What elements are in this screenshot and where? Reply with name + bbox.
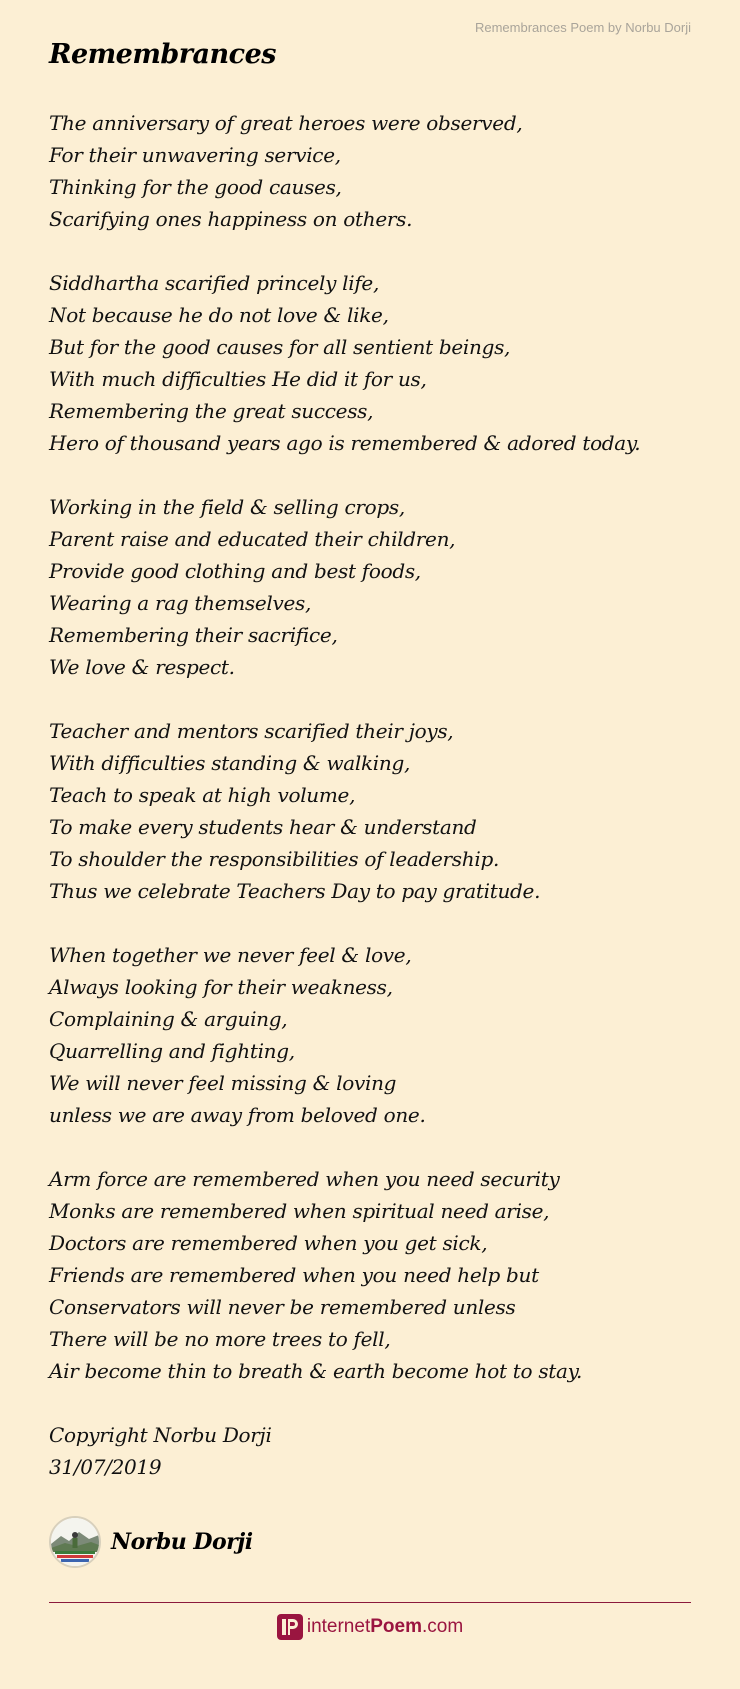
poem-line: Remembering their sacrifice,: [49, 623, 338, 647]
poem-stanza: [49, 1419, 699, 1483]
footer-brand-bold: Poem: [370, 1616, 422, 1637]
poem-stanza: [49, 267, 699, 459]
poem-line: Always looking for their weakness,: [49, 975, 393, 999]
footer-divider: [49, 1602, 691, 1603]
poem-line: Scarifying ones happiness on others.: [49, 207, 413, 231]
poem-title: Remembrances: [49, 39, 276, 70]
poem-line: Friends are remembered when you need help but: [49, 1263, 539, 1287]
poem-credit-header: Remembrances Poem by Norbu Dorji: [474, 20, 691, 35]
poem-line: With much difficulties He did it for us,: [49, 367, 427, 391]
poem-line: We will never feel missing & loving: [49, 1071, 397, 1095]
poem-line: Not because he do not love & like,: [49, 303, 389, 327]
poem-line: Doctors are remembered when you get sick,: [49, 1231, 488, 1255]
site-footer-link[interactable]: [0, 1614, 740, 1640]
poem-stanza: [49, 715, 699, 907]
poem-stanza: [49, 1163, 699, 1387]
poem-stanza: [49, 107, 699, 235]
internetpoem-logo-icon: [277, 1614, 303, 1640]
poem-line: To shoulder the responsibilities of leadership.: [49, 847, 500, 871]
poem-line: Air become thin to breath & earth become hot to stay.: [49, 1359, 583, 1383]
poem-line: Complaining & arguing,: [49, 1007, 288, 1031]
poem-line: Quarrelling and fighting,: [49, 1039, 295, 1063]
poem-line: Thus we celebrate Teachers Day to pay gratitude.: [49, 879, 541, 903]
poem-line: But for the good causes for all sentient beings,: [49, 335, 511, 359]
author-avatar-icon[interactable]: [49, 1516, 101, 1568]
poem-line: Teacher and mentors scarified their joys,: [49, 719, 454, 743]
author-name[interactable]: Norbu Dorji: [111, 1529, 253, 1555]
poem-line: Remembering the great success,: [49, 399, 374, 423]
poem-stanza: [49, 939, 699, 1131]
poem-line: For their unwavering service,: [49, 143, 341, 167]
poem-line: Thinking for the good causes,: [49, 175, 342, 199]
author-block[interactable]: [49, 1516, 253, 1568]
poem-line: Siddhartha scarified princely life,: [49, 271, 380, 295]
poem-line: Wearing a rag themselves,: [49, 591, 312, 615]
poem-line: There will be no more trees to fell,: [49, 1327, 391, 1351]
footer-brand-text[interactable]: [307, 1616, 463, 1638]
poem-line: The anniversary of great heroes were observed,: [49, 111, 523, 135]
poem-line: To make every students hear & understand: [49, 815, 477, 839]
footer-brand-suffix: .com: [421, 1616, 464, 1637]
poem-line: When together we never feel & love,: [49, 943, 412, 967]
poem-line: With difficulties standing & walking,: [49, 751, 411, 775]
poem-line: unless we are away from beloved one.: [49, 1103, 426, 1127]
poem-line: Working in the field & selling crops,: [49, 495, 405, 519]
poem-line: Copyright Norbu Dorji: [49, 1423, 272, 1447]
poem-line: Hero of thousand years ago is remembered & adored today.: [49, 431, 641, 455]
poem-body: [49, 107, 699, 1515]
poem-stanza: [49, 491, 699, 683]
poem-line: Conservators will never be remembered unless: [49, 1295, 516, 1319]
poem-line: 31/07/2019: [49, 1455, 162, 1479]
poem-line: We love & respect.: [49, 655, 235, 679]
poem-line: Parent raise and educated their children,: [49, 527, 456, 551]
poem-line: Provide good clothing and best foods,: [49, 559, 421, 583]
footer-brand-regular: internet: [306, 1616, 371, 1637]
poem-line: Teach to speak at high volume,: [49, 783, 356, 807]
poem-line: Arm force are remembered when you need security: [49, 1167, 560, 1191]
poem-line: Monks are remembered when spiritual need arise,: [49, 1199, 550, 1223]
